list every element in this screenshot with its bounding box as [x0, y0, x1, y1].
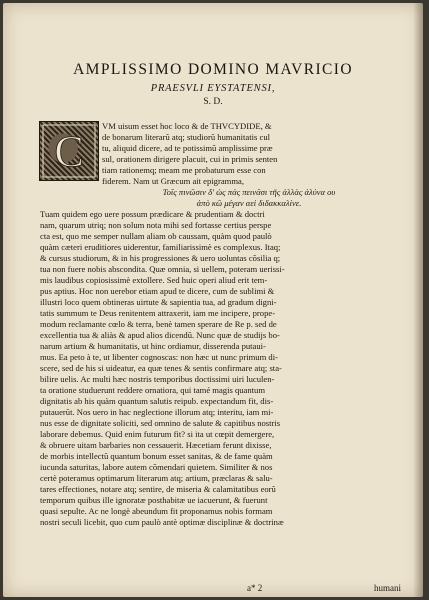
- text-line: nus esse de dignitate soliciti, sed omnino de salute & capitibus nostris: [40, 418, 281, 428]
- text-line: mus. Ea peto à te, ut libenter cognoscas: non hæc ut nunc primum di-: [40, 352, 278, 362]
- text-line: pus aptius. Hoc non uerebor etiam apud te dicere, cum de sublimi &: [40, 286, 275, 296]
- salutation: S. D.: [203, 97, 223, 107]
- text-line: dignitatis ab his quàm quantum salutis reipub. expectandum fit, dis-: [40, 396, 274, 406]
- text-line: putauerũt. Nos uero in hac neglectione illorum atq; interitu, iam mi-: [40, 407, 274, 417]
- text-line: Τοῖς πινῶσιν δ' ὡς πάς πεινᾶσι τῆς ἀλλὰς ἁλύνα ου: [162, 187, 336, 197]
- text-line: & cursus studiorum, & in his progressiones & uero uoluntas cõsilia q;: [40, 253, 281, 263]
- text-line: temporum quibus ille ignoratæ posthabitæ ue iacuerunt, & fuerunt: [40, 495, 268, 505]
- text-line: certè poteramus optimarum literarum atq; artium, præclaras & salu-: [40, 473, 273, 483]
- text-line: excellentia tua & aliàs & apud alios dicendũ. Nunc quæ de studijs bo-: [40, 330, 280, 340]
- text-line: sul, orationem dirigere placuit, cui in primis senten: [102, 154, 278, 164]
- text-line: tiam rationemq; meam me probaturum esse con: [102, 165, 266, 175]
- text-line: VM uisum esset hoc loco & de THVCYDIDE, &: [102, 121, 272, 131]
- catchword: humani: [374, 583, 401, 593]
- text-line: nostri seculi licebit, quo cum paulò antè optimæ disciplinæ & doctrinæ: [40, 517, 284, 527]
- body-text: [40, 121, 396, 528]
- text-line: de morbis intellectũ quantum bonum esset sanitas, & de fame quàm: [40, 451, 273, 461]
- text-line: modum reclamante cœlo & terra, benè tamen sperare de Re p. sed de: [40, 319, 277, 329]
- text-line: ἀπὸ κῶ μέγαν αεὶ διδακκαλίνε.: [196, 198, 302, 208]
- dedication-heading: AMPLISSIMO DOMINO MAVRICIO: [73, 61, 353, 78]
- text-line: narum artium & humanitatis, ut hinc ordiamur, disserenda putaui-: [40, 341, 266, 351]
- text-line: illustri loco quem obtineras uirtute & sapientia tua, ad gradum digni-: [40, 297, 277, 307]
- initial-letter: C: [54, 127, 84, 176]
- text-line: tu, aliquid dicere, ad te potissimũ amplissime præ: [102, 143, 273, 153]
- text-line: quasi sepulte. Ac ne longè abeundum fit proponamus nobis formam: [40, 506, 273, 516]
- dedication-subheading: PRAESVLI EYSTATENSI,: [150, 83, 276, 94]
- text-line: quàm cæteri eruditiores uiderentur, familiarissimè es complexus. Itaq;: [40, 242, 281, 252]
- text-line: laborare debemus. Quid enim futurum fit? si ita ut cœpit demergere,: [40, 429, 275, 439]
- text-line: de bonarum literarũ atq; studiorũ humanitatis cul: [102, 132, 271, 142]
- text-line: ta oratione studuerunt reddere ornatiora, qui tamé magis quantum: [40, 385, 266, 395]
- text-line: nam, quarum utriq; non solum nota mihi sed fortasse certius perspe: [40, 220, 272, 230]
- text-line: & obruere uitam barbaries non cessauerit. Hæcetiam ferunt dixisse,: [40, 440, 272, 450]
- book-page: [3, 3, 423, 597]
- text-line: bilire uelis. Ac multi hæc nostris temporibus doctissimi uiri luculen-: [40, 374, 275, 384]
- text-line: iucunda saturitas, labore autem cõmendari quietem. Similiter & nos: [40, 462, 273, 472]
- text-line: fiderem. Nam ut Græcum ait epigramma,: [102, 176, 244, 186]
- text-line: tua non fuere nobis abscondita. Quæ omnia, si uellem, poteram uerissi-: [40, 264, 285, 274]
- text-line: tatis summum te Deus renitentem attraxerit, iam me incipere, prope-: [40, 308, 276, 318]
- text-line: scere, sed de his si uideatur, ea quæ tenes & sentis confirmare atq; sta-: [40, 363, 282, 373]
- text-line: mis laudibus copiosissimè extollere. Sed huic operi aliud erit tem-: [40, 275, 268, 285]
- text-line: tares effectiones, notare atq; sentire, de miseria & calamitatibus eorũ: [40, 484, 276, 494]
- signature-mark: a* 2: [247, 583, 263, 593]
- text-line: Tuam quidem ego uere possum prædicare & prudentiam & doctri: [40, 209, 265, 219]
- text-line: cta est, quo me semper nullam aliam ob caussam, quàm quod paulò: [40, 231, 272, 241]
